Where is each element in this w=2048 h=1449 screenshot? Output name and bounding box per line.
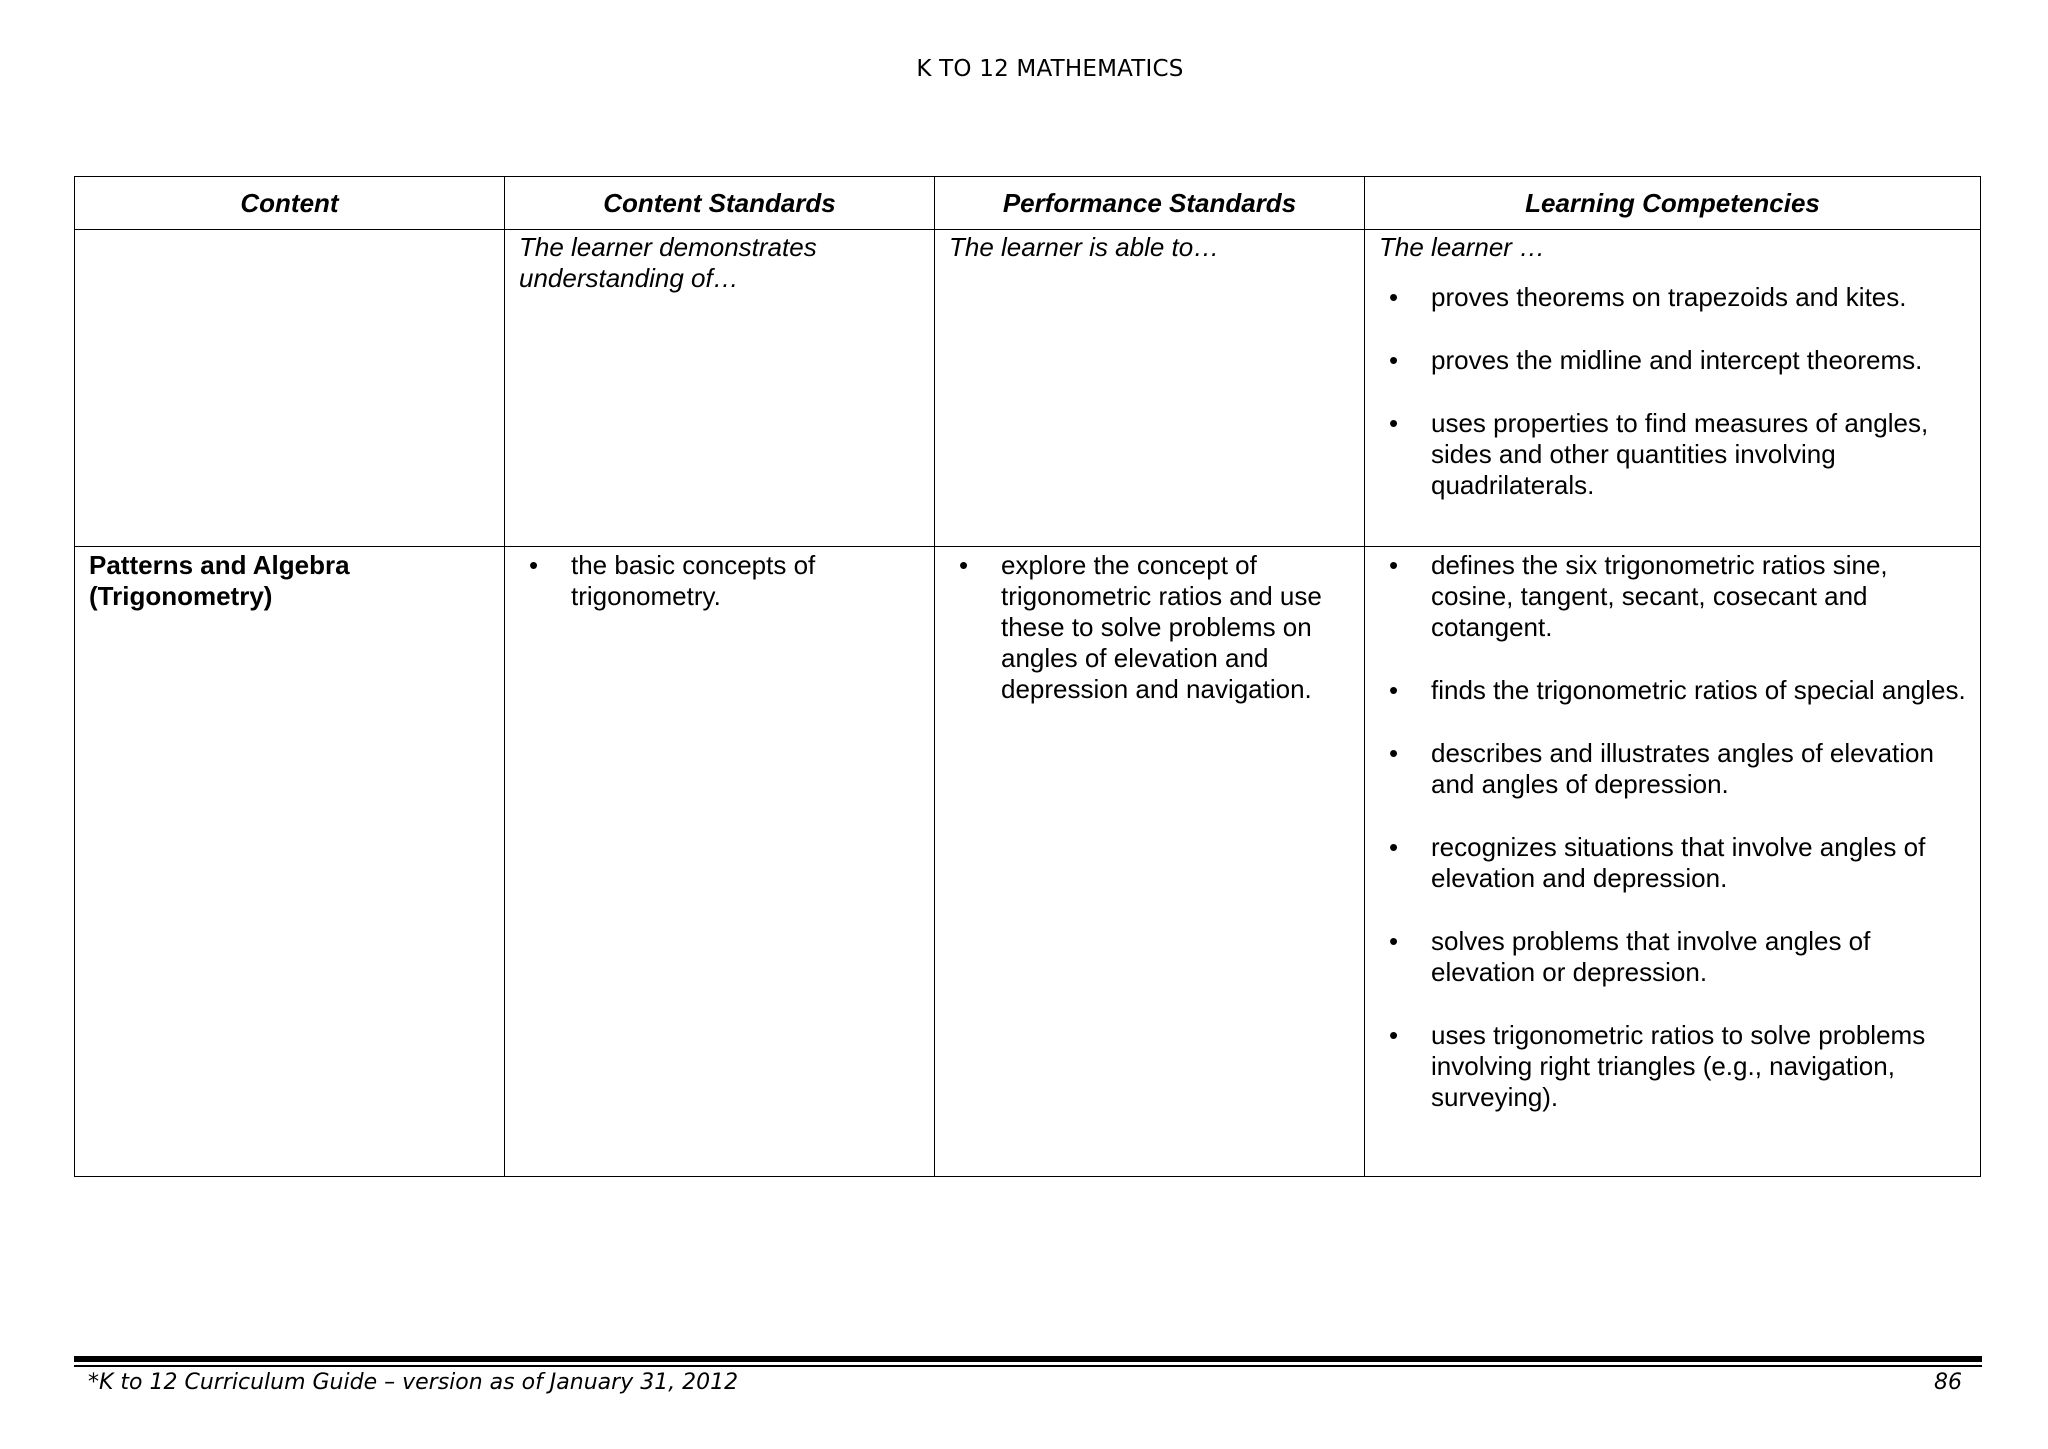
bullet-list <box>949 550 1350 705</box>
footer-divider-thin <box>74 1365 1982 1367</box>
list-item-text: describes and illustrates angles of elevation and angles of depression. <box>1431 738 1934 799</box>
learning-competencies-intro: The learner … <box>1379 232 1546 262</box>
performance-standards-intro: The learner is able to… <box>949 232 1220 262</box>
bullet-icon: • <box>1389 408 1399 438</box>
list-item <box>1379 282 1966 313</box>
bullet-icon: • <box>959 550 969 580</box>
list-item-text: explore the concept of trigonometric ratios and use these to solve problems on angles of elevation and depression and navigation. <box>1001 550 1322 704</box>
footer-page-number: 86 <box>1934 1370 1962 1395</box>
column-header-content-standards: Content Standards <box>505 177 935 230</box>
bullet-icon: • <box>1389 1020 1399 1050</box>
performance-standards-cell <box>935 230 1365 547</box>
list-item-text: recognizes situations that involve angles of elevation and depression. <box>1431 832 1926 893</box>
bullet-icon: • <box>1389 675 1399 705</box>
bullet-list <box>519 550 920 612</box>
list-item <box>1379 832 1966 894</box>
bullet-list <box>1379 550 1966 1113</box>
list-item-text: uses properties to find measures of angles, sides and other quantities involving quadrilaterals. <box>1431 408 1929 500</box>
content-cell-patterns-algebra: Patterns and Algebra (Trigonometry) <box>75 547 505 1177</box>
list-item <box>1379 675 1966 706</box>
footer-version-note: *K to 12 Curriculum Guide – version as of January 31, 2012 <box>88 1370 739 1395</box>
bullet-icon: • <box>1389 832 1399 862</box>
bullet-list <box>1379 282 1966 501</box>
table-row <box>75 230 1981 547</box>
column-header-learning-competencies: Learning Competencies <box>1365 177 1981 230</box>
curriculum-table <box>74 176 1981 1177</box>
list-item <box>1379 738 1966 800</box>
bullet-icon: • <box>529 550 539 580</box>
list-item-text: proves the midline and intercept theorems. <box>1431 345 1923 375</box>
list-item <box>1379 345 1966 376</box>
list-item <box>949 550 1350 705</box>
list-item <box>1379 926 1966 988</box>
list-item <box>1379 550 1966 643</box>
table-row <box>75 547 1981 1177</box>
list-item-text: defines the six trigonometric ratios sine, cosine, tangent, secant, cosecant and cotangent. <box>1431 550 1888 642</box>
list-item <box>519 550 920 612</box>
list-item-text: finds the trigonometric ratios of special angles. <box>1431 675 1966 705</box>
table-header-row <box>75 177 1981 230</box>
list-item-text: proves theorems on trapezoids and kites. <box>1431 282 1907 312</box>
bullet-icon: • <box>1389 550 1399 580</box>
footer-divider-thick <box>74 1356 1982 1362</box>
content-standards-intro: The learner demonstrates understanding of… <box>519 232 817 293</box>
performance-standards-cell <box>935 547 1365 1177</box>
content-standards-cell <box>505 547 935 1177</box>
column-header-performance-standards: Performance Standards <box>935 177 1365 230</box>
learning-competencies-cell <box>1365 230 1981 547</box>
bullet-icon: • <box>1389 282 1399 312</box>
bullet-icon: • <box>1389 926 1399 956</box>
content-standards-cell <box>505 230 935 547</box>
list-item <box>1379 408 1966 501</box>
list-item <box>1379 1020 1966 1113</box>
list-item-text: solves problems that involve angles of elevation or depression. <box>1431 926 1871 987</box>
page-header-title: K TO 12 MATHEMATICS <box>916 56 1184 82</box>
bullet-icon: • <box>1389 738 1399 768</box>
content-cell-empty <box>75 230 505 547</box>
list-item-text: uses trigonometric ratios to solve problems involving right triangles (e.g., navigation, surveying). <box>1431 1020 1926 1112</box>
column-header-content: Content <box>75 177 505 230</box>
bullet-icon: • <box>1389 345 1399 375</box>
list-item-text: the basic concepts of trigonometry. <box>571 550 816 611</box>
learning-competencies-cell <box>1365 547 1981 1177</box>
